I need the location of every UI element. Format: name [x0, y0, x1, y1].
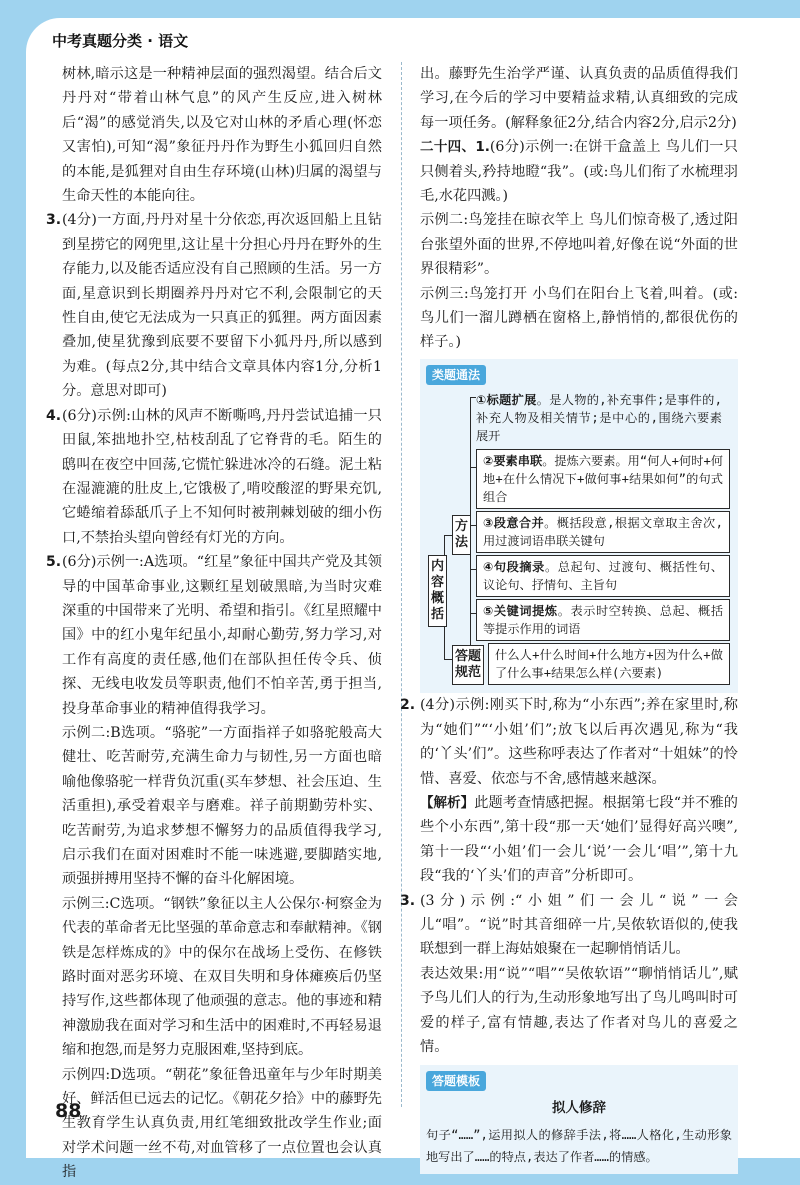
method-item-text: 。是人物的,补充事件;是事件的,补充人物及相关情节;是中心的,围绕六要素展开 [476, 393, 722, 444]
template-title: 拟人修辞 [552, 1099, 606, 1116]
answer-norm-label: 答题规范 [452, 645, 484, 685]
bracket-tick [470, 613, 476, 614]
method-item-label: ④句段摘录 [483, 560, 545, 575]
tip-tag: 类题通法 [426, 365, 486, 385]
question-number: 二十四、1. [420, 139, 490, 156]
method-diagram [426, 387, 732, 687]
answer-continuation: 树林,暗示这是一种精神层面的强烈渴望。结合后文丹丹对“带着山林气息”的风产生反应,进入树林后“渴”的感觉消失,以及它对山林的矛盾心理(怀恋又害怕),可知“渴”象征丹丹作为野生小狐回归自然的本能,是狐狸对自由生存环境(山林)归属的渴望与生命天性的本能向往。 [62, 66, 382, 205]
example-two: 示例二:B选项。“骆驼”一方面指祥子如骆驼般高大健壮、吃苦耐劳,充满生命力与韧性,另一方面也暗喻他像骆驼一样背负沉重(买车梦想、社会压迫、生活重担),承受着艰辛与磨难。祥子前期勤劳朴实、吃苦耐劳,为追求梦想不懈努力的品质值得我学习,启示我们在面对困难时不能一味逃避,要脚踏实地,顽强拼搏用坚持不懈的奋斗化解困境。 [62, 724, 382, 888]
question-number: 2. [400, 697, 416, 714]
answer-q3 [46, 208, 382, 403]
answer-text: (6分)示例:山林的风声不断嘶鸣,丹丹尝试追捕一只田鼠,笨拙地扑空,枯枝刮乱了它脊背的毛。陌生的鸱叫在夜空中回荡,它慌忙躲进冰冷的石缝。泥土粘在湿漉漉的肚皮上,它饿极了,啃咬酸涩的野果充饥,它蜷缩着舔舐爪子上不知何时被荆棘划破的细小伤口,不禁抬头望向曾经有灯光的方向。 [62, 407, 382, 546]
method-item-label: ①标题扩展 [476, 393, 537, 408]
example-one: (6分)示例一:在饼干盒盖上 鸟儿们一只只侧着头,矜持地瞪“我”。(或:鸟儿们衔了水梳理羽毛,水花四溅。) [420, 139, 738, 205]
method-item-label: ③段意合并 [483, 516, 545, 531]
template-tag: 答题模板 [426, 1071, 486, 1091]
answer-text: (4分)一方面,丹丹对星十分依恋,再次返回船上且钻到星捞它的网兜里,这让星十分担心丹丹在野外的生存能力,以及能否适应没有自己照顾的生活。另一方面,星意识到长期圈养丹丹对它不利,会限制它的天性自由,使它无法成为一只真正的狐狸。两方面因素叠加,使星犹豫到底要不要留下小狐丹丹,所以感到为难。(每点2分,其中结合文章具体内容1分,分析1分。意思对即可) [62, 212, 382, 400]
template-body: 句子“……”,运用拟人的修辞手法,将……人格化,生动形象地写出了……的特点,表达了作者……的情感。 [426, 1128, 732, 1165]
question-number: 3. [400, 892, 416, 909]
example-two: 示例二:鸟笼挂在晾衣竿上 鸟儿们惊奇极了,透过阳台张望外面的世界,不停地叫着,好像在说“外面的世界很精彩”。 [420, 212, 738, 278]
question-number: 3. [46, 212, 62, 229]
answer-q2 [400, 693, 738, 888]
method-item-1 [470, 389, 728, 447]
bracket-tick [470, 467, 476, 468]
bracket-tick [470, 569, 476, 570]
method-item-3 [476, 511, 730, 553]
method-item-4 [476, 555, 730, 597]
method-label: 方法 [452, 515, 471, 555]
example-three: 示例三:鸟笼打开 小鸟们在阳台上飞着,叫着。(或:鸟儿们一溜儿蹲栖在窗格上,静悄悄的,都很优伤的样子。) [420, 285, 738, 351]
bracket-tick [470, 397, 476, 398]
method-tip-box [420, 359, 738, 693]
method-item-label: ⑤关键词提炼 [483, 604, 558, 619]
answer-continuation: 出。藤野先生治学严谨、认真负责的品质值得我们学习,在今后的学习中要精益求精,认真细致的完成每一项任务。(解释象征2分,结合内容2分,启示2分) [420, 66, 738, 131]
answer-q4 [46, 404, 382, 550]
answer-q5 [46, 550, 382, 1185]
example-three: 示例三:C选项。“钢铁”象征以主人公保尔·柯察金为代表的革命者无比坚强的革命意志和奉献精神。《钢铁是怎样炼成的》中的保尔在战场上受伤、在修铁路时面对恶劣环境、在双目失明和身体瘫痪后仍坚持写作,这些都体现了他顽强的意志。他的事迹和精神激励我在面对学习和生活中的困难时,不再轻易退缩和抱怨,而是努力克服困难,坚持到底。 [62, 895, 382, 1059]
method-item-text: 。概括段意,根据文章取主舍次,用过渡词语串联关键句 [483, 516, 723, 549]
question-number: 5. [46, 554, 62, 571]
answer-text: (3分)示例:“小姐”们一会儿“说”一会儿“唱”。“说”时其音细碎一片,吴侬软语似的,使我联想到一群上海姑娘聚在一起聊悄悄话儿。 [420, 892, 738, 958]
connector [444, 535, 452, 536]
method-item-text: 。表示时空转换、总起、概括等提示作用的词语 [483, 604, 724, 637]
method-item-text: 。提炼六要素。用“何人+何时+何地+在什么情况下+做何事+结果如何”的句式组合 [483, 454, 723, 505]
answer-q3-right [400, 889, 738, 1060]
analysis-text: 此题考查情感把握。根据第七段“并不雅的些个小东西”,第十段“那一天‘她们’显得好高兴噢”,第十一段“‘小姐’们一会儿‘说’一会儿‘唱’”,第十九段“我的‘丫头’们的声音”分析即可。 [420, 794, 738, 885]
page-header: 中考真题分类 · 语文 [52, 32, 189, 50]
right-column [400, 62, 738, 1174]
answer-norm-text: 什么人+什么时间+什么地方+因为什么+做了什么事+结果怎么样(六要素) [488, 643, 730, 685]
method-item-label: ②要素串联 [483, 454, 543, 469]
content-summary-label: 内容概括 [428, 555, 447, 627]
column-divider [401, 62, 402, 1107]
effect-text: 表达效果:用“说”“唱”“吴侬软语”“聊悄悄话儿”,赋予鸟儿们人的行为,生动形象地写出了鸟儿鸣叫时可爱的样子,富有情趣,表达了作者对鸟儿的喜爱之情。 [420, 965, 738, 1055]
method-item-5 [476, 599, 730, 641]
question-number: 4. [46, 407, 62, 424]
left-column [46, 62, 382, 1185]
answer-text: (6分)示例一:A选项。“红星”象征中国共产党及其领导的中国革命事业,这颗红星划破黑暗,为当时灾难深重的中国带来了光明、希望和指引。《红星照耀中国》中的红小鬼年纪虽小,却耐心勤劳,努力学习,对工作有高度的责任感,他们在部队担任传令兵、侦探、无线电收发员等职责,他们不怕辛苦,勇于担当,投身革命事业的精神值得我学习。 [62, 554, 382, 717]
answer-text [420, 135, 738, 208]
analysis-tag: 【解析】 [420, 794, 475, 811]
answer-24-1 [420, 135, 738, 355]
connector [444, 659, 452, 660]
method-item-2 [476, 449, 730, 509]
page-number: 88 [55, 1100, 82, 1122]
answer-text: (4分)示例:刚买下时,称为“小东西”;养在家里时,称为“她们”“‘小姐’们”;放飞以后再次遇见,称为“我的‘丫头’们”。这些称呼表达了作者对“十姐妹”的怜惜、喜爱、依恋与不舍,感情越来越深。 [420, 697, 738, 787]
example-four: 示例四:D选项。“朝花”象征鲁迅童年与少年时期美好、鲜活但已远去的记忆。《朝花夕拾》中的藤野先生教育学生认真负责,用红笔细致批改学生作业;面对学术问题一丝不苟,对血管移了一点位置也会认真指 [62, 1066, 382, 1181]
method-item-text: 。总起句、过渡句、概括性句、议论句、抒情句、主旨句 [483, 560, 723, 593]
